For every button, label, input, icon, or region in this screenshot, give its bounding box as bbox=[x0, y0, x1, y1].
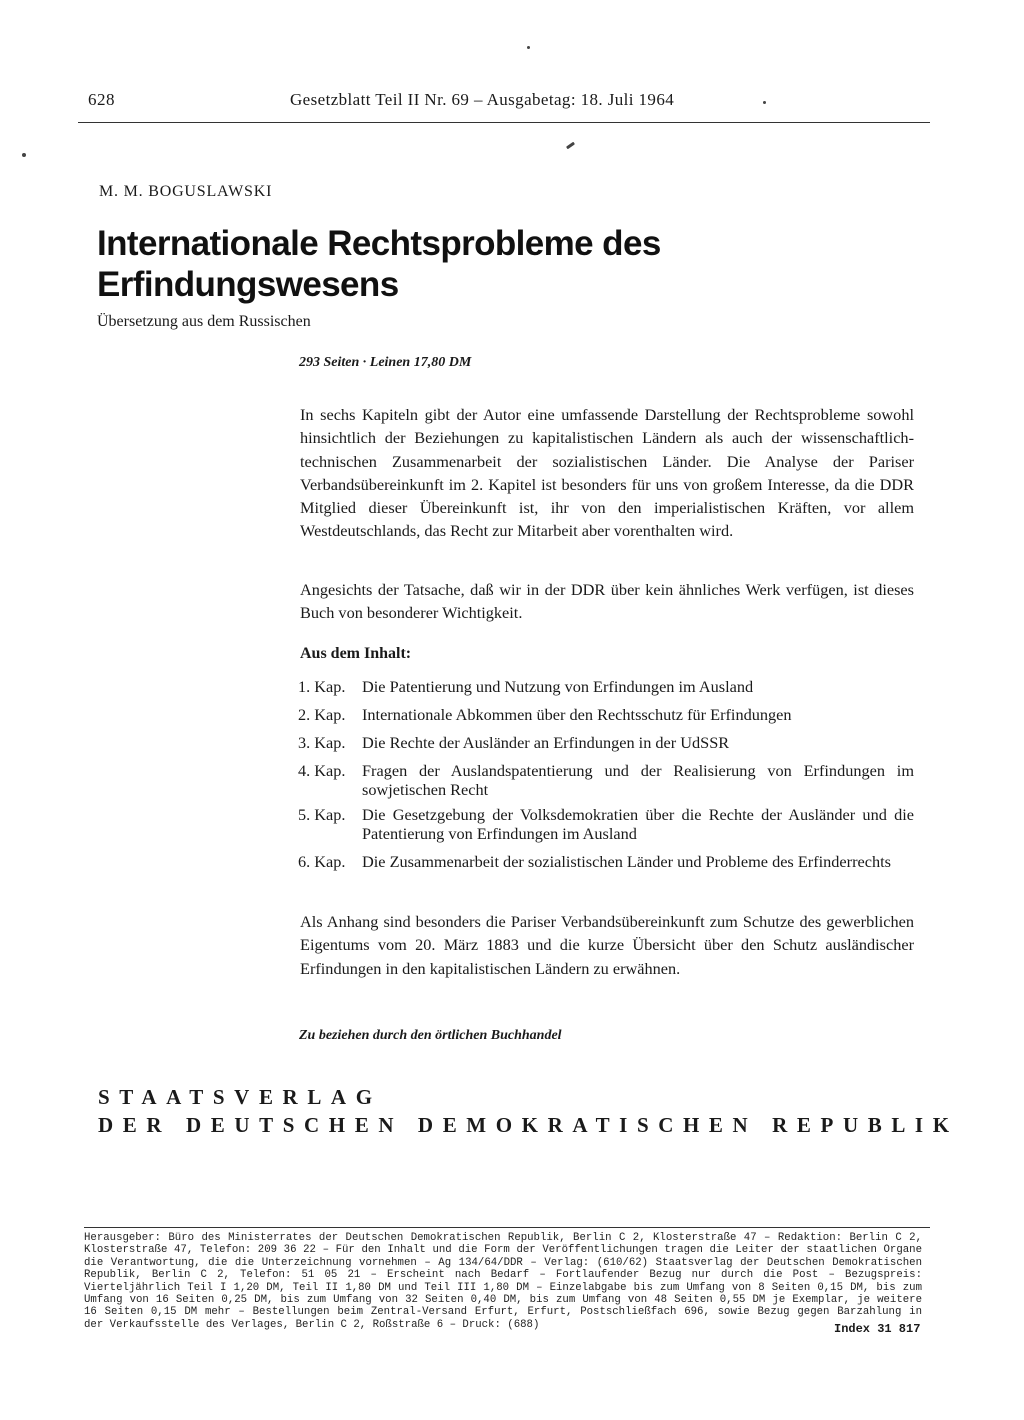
chapter-title: Die Patentierung und Nutzung von Erfindungen im Ausland bbox=[362, 677, 754, 696]
scan-speck bbox=[22, 153, 26, 157]
index-number: Index 31 817 bbox=[830, 1322, 920, 1336]
imprint-text: Herausgeber: Büro des Ministerrates der Deutschen Demokratischen Republik, Berlin C 2, Klosterstraße 47 – Redaktion: Berlin C 2, Klosterstraße 47, Telefon: 209 36 22 – Für den Inhalt und die Form der Veröffentlichungen tragen die Leiter der staatlichen Organe die Verantwortung, die die Unterzeichnung vornehmen – Ag 134/64/DDR – Verlag: (610/62) Staatsverlag der Deutschen Demokratischen Republik, Berlin C 2, Telefon: 51 05 21 – Erscheint nach Bedarf – Fortlaufender Bezug nur durch die Post – Bezugspreis: Vierteljährlich Teil I 1,20 DM, Teil II 1,80 DM und Teil III 1,80 DM – Einzelabgabe bis zum Umfang von 8 Seiten 0,15 DM, bis zum Umfang von 16 Seiten 0,25 DM, bis zum Umfang von 32 Seiten 0,40 DM, bis zum Umfang von 48 Seiten 0,55 DM je Exemplar, je weitere 16 Seiten 0,15 DM mehr – Bestellungen beim Zentral-Versand Erfurt, Erfurt, Postschließfach 696, sowie Bezug gegen Barzahlung in der Verkaufsstelle des Verlages, Berlin C 2, Roßstraße 6 – Druck: (688) bbox=[84, 1232, 922, 1331]
contents-item bbox=[298, 852, 914, 871]
contents-item bbox=[298, 677, 914, 696]
chapter-label: 1. Kap. bbox=[298, 677, 346, 696]
book-title: Internationale Rechtsprobleme des Erfindungswesens bbox=[97, 224, 661, 304]
publisher-name: DER DEUTSCHEN DEMOKRATISCHEN REPUBLIK bbox=[98, 1113, 959, 1137]
contents-heading: Aus dem Inhalt: bbox=[300, 645, 412, 662]
scan-speck bbox=[763, 101, 766, 104]
chapter-label: 3. Kap. bbox=[298, 733, 346, 752]
scan-mark bbox=[566, 142, 575, 150]
header-rule bbox=[78, 122, 930, 123]
book-subtitle: Übersetzung aus dem Russischen bbox=[97, 313, 311, 330]
page-number: 628 bbox=[88, 90, 115, 109]
chapter-title: Die Rechte der Ausländer an Erfindungen in der UdSSR bbox=[362, 733, 730, 752]
contents-item bbox=[298, 805, 914, 843]
chapter-title: Fragen der Auslandspatentierung und der Realisierung von Erfindungen im sowjetischen Recht bbox=[362, 761, 914, 799]
chapter-label: 6. Kap. bbox=[298, 852, 346, 871]
chapter-title: Die Zusammenarbeit der sozialistischen Länder und Probleme des Erfinderrechts bbox=[362, 852, 891, 871]
contents-item bbox=[298, 761, 914, 799]
chapter-label: 4. Kap. bbox=[298, 761, 346, 780]
chapter-label: 2. Kap. bbox=[298, 705, 346, 724]
footer-rule bbox=[84, 1227, 930, 1228]
appendix-paragraph: Als Anhang sind besonders die Pariser Verbandsübereinkunft zum Schutze des gewerblichen Eigentums vom 20. März 1883 und die kurze Übersicht über den Schutz ausländischer Erfindungen in den kapitalistischen Ländern zu erwähnen. bbox=[300, 912, 914, 978]
header-title: Gesetzblatt Teil II Nr. 69 – Ausgabetag: 18. Juli 1964 bbox=[290, 90, 675, 109]
book-price: 293 Seiten · Leinen 17,80 DM bbox=[299, 355, 472, 370]
scan-speck bbox=[527, 46, 530, 49]
chapter-title: Die Gesetzgebung der Volksdemokratien über die Rechte der Ausländer und die Patentierung von Erfindungen im Ausland bbox=[362, 805, 914, 843]
contents-item bbox=[298, 705, 914, 724]
description-paragraph: In sechs Kapiteln gibt der Autor eine umfassende Darstellung der Rechtsprobleme sowohl hinsichtlich der Beziehungen zu kapitalistischen Ländern als auch der wissenschaftlich-technischen Zusammenarbeit der sozialistischen Länder. Die Analyse der Pariser Verbandsübereinkunft im 2. Kapitel ist besonders für uns von großem Interesse, da die DDR Mitglied dieser Übereinkunft ist, ihr von den imperialistischen Kräften, vor allem Westdeutschlands, das Recht zur Mitarbeit aber vorenthalten wird. bbox=[300, 405, 914, 541]
chapter-title: Internationale Abkommen über den Rechtsschutz für Erfindungen bbox=[362, 705, 792, 724]
chapter-label: 5. Kap. bbox=[298, 805, 346, 824]
book-author: M. M. BOGUSLAWSKI bbox=[99, 183, 273, 200]
contents-item bbox=[298, 733, 914, 752]
publisher-name: STAATSVERLAG bbox=[98, 1085, 382, 1109]
description-paragraph: Angesichts der Tatsache, daß wir in der DDR über kein ähnliches Werk verfügen, ist dieses Buch von besonderer Wichtigkeit. bbox=[300, 580, 914, 623]
availability-note: Zu beziehen durch den örtlichen Buchhandel bbox=[299, 1028, 562, 1043]
